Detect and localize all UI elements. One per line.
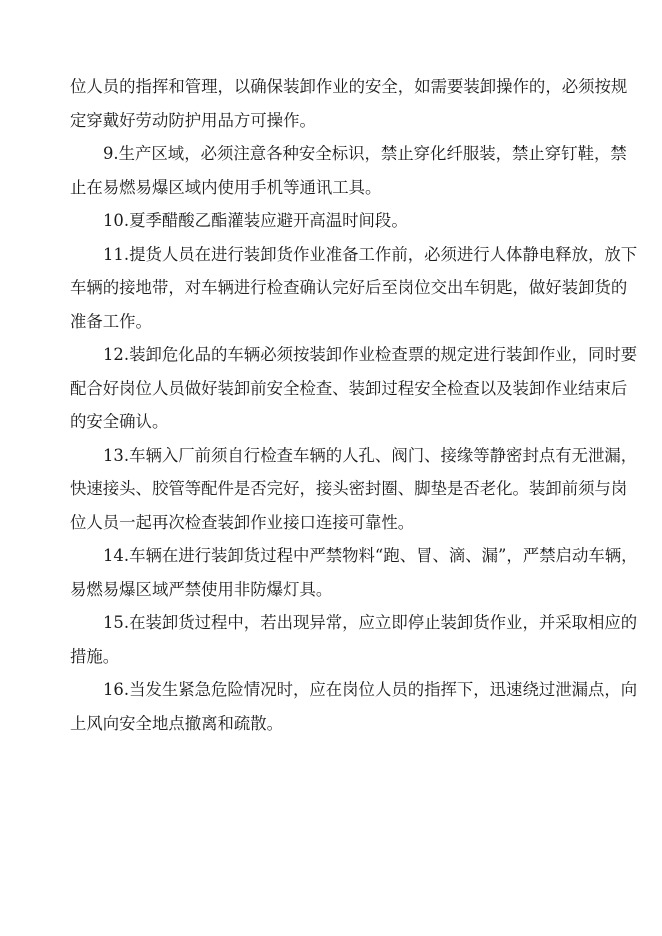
text-line: 位人员一起再次检查装卸作业接口连接可靠性。 [70,512,415,532]
text-line: 措施。 [70,646,120,666]
text-line: 准备工作。 [70,311,152,331]
text-line: 止在易燃易爆区域内使用手机等通讯工具。 [70,177,382,197]
paragraph [70,204,602,238]
paragraph [70,70,628,137]
paragraph [70,137,627,204]
text-line: 的安全确认。 [70,412,169,431]
paragraph [70,238,638,339]
paragraph [70,606,638,673]
text-line: 11.提货人员在进行装卸货作业准备工作前，必须进行人体静电释放，放下 [103,244,638,264]
text-line: 10.夏季醋酸乙酯灌装应避开高温时间段。 [103,211,408,230]
text-line: 9.生产区域，必须注意各种安全标识，禁止穿化纤服装，禁止穿钉鞋，禁 [103,144,627,163]
paragraph [70,673,638,740]
text-line: 12.装卸危化品的车辆必须按装卸作业检查票的规定进行装卸作业，同时要 [103,345,638,364]
text-line: 14.车辆在进行装卸货过程中严禁物料“跑、冒、滴、漏”，严禁启动车辆， [103,546,638,565]
paragraph [70,539,638,606]
text-line: 13.车辆入厂前须自行检查车辆的人孔、阀门、接缘等静密封点有无泄漏， [103,445,638,465]
text-line: 上风向安全地点撤离和疏散。 [70,713,284,733]
document-page [70,70,638,740]
text-line: 快速接头、胶管等配件是否完好，接头密封圈、脚垫是否老化。装卸前须与岗 [70,479,628,498]
text-line: 易燃易爆区域严禁使用非防爆灯具。 [70,579,333,599]
text-line: 定穿戴好劳动防护用品方可操作。 [70,110,316,130]
paragraph [70,439,638,540]
paragraph [70,338,638,439]
text-line: 配合好岗位人员做好装卸前安全检查、装卸过程安全检查以及装卸作业结束后 [70,378,628,398]
text-line: 车辆的接地带，对车辆进行检查确认完好后至岗位交出车钥匙，做好装卸货的 [70,278,628,297]
text-line: 16.当发生紧急危险情况时，应在岗位人员的指挥下，迅速绕过泄漏点，向 [103,680,638,699]
text-line: 位人员的指挥和管理，以确保装卸作业的安全，如需要装卸操作的，必须按规 [70,77,628,96]
text-line: 15.在装卸货过程中，若出现异常，应立即停止装卸货作业，并采取相应的 [103,613,638,632]
